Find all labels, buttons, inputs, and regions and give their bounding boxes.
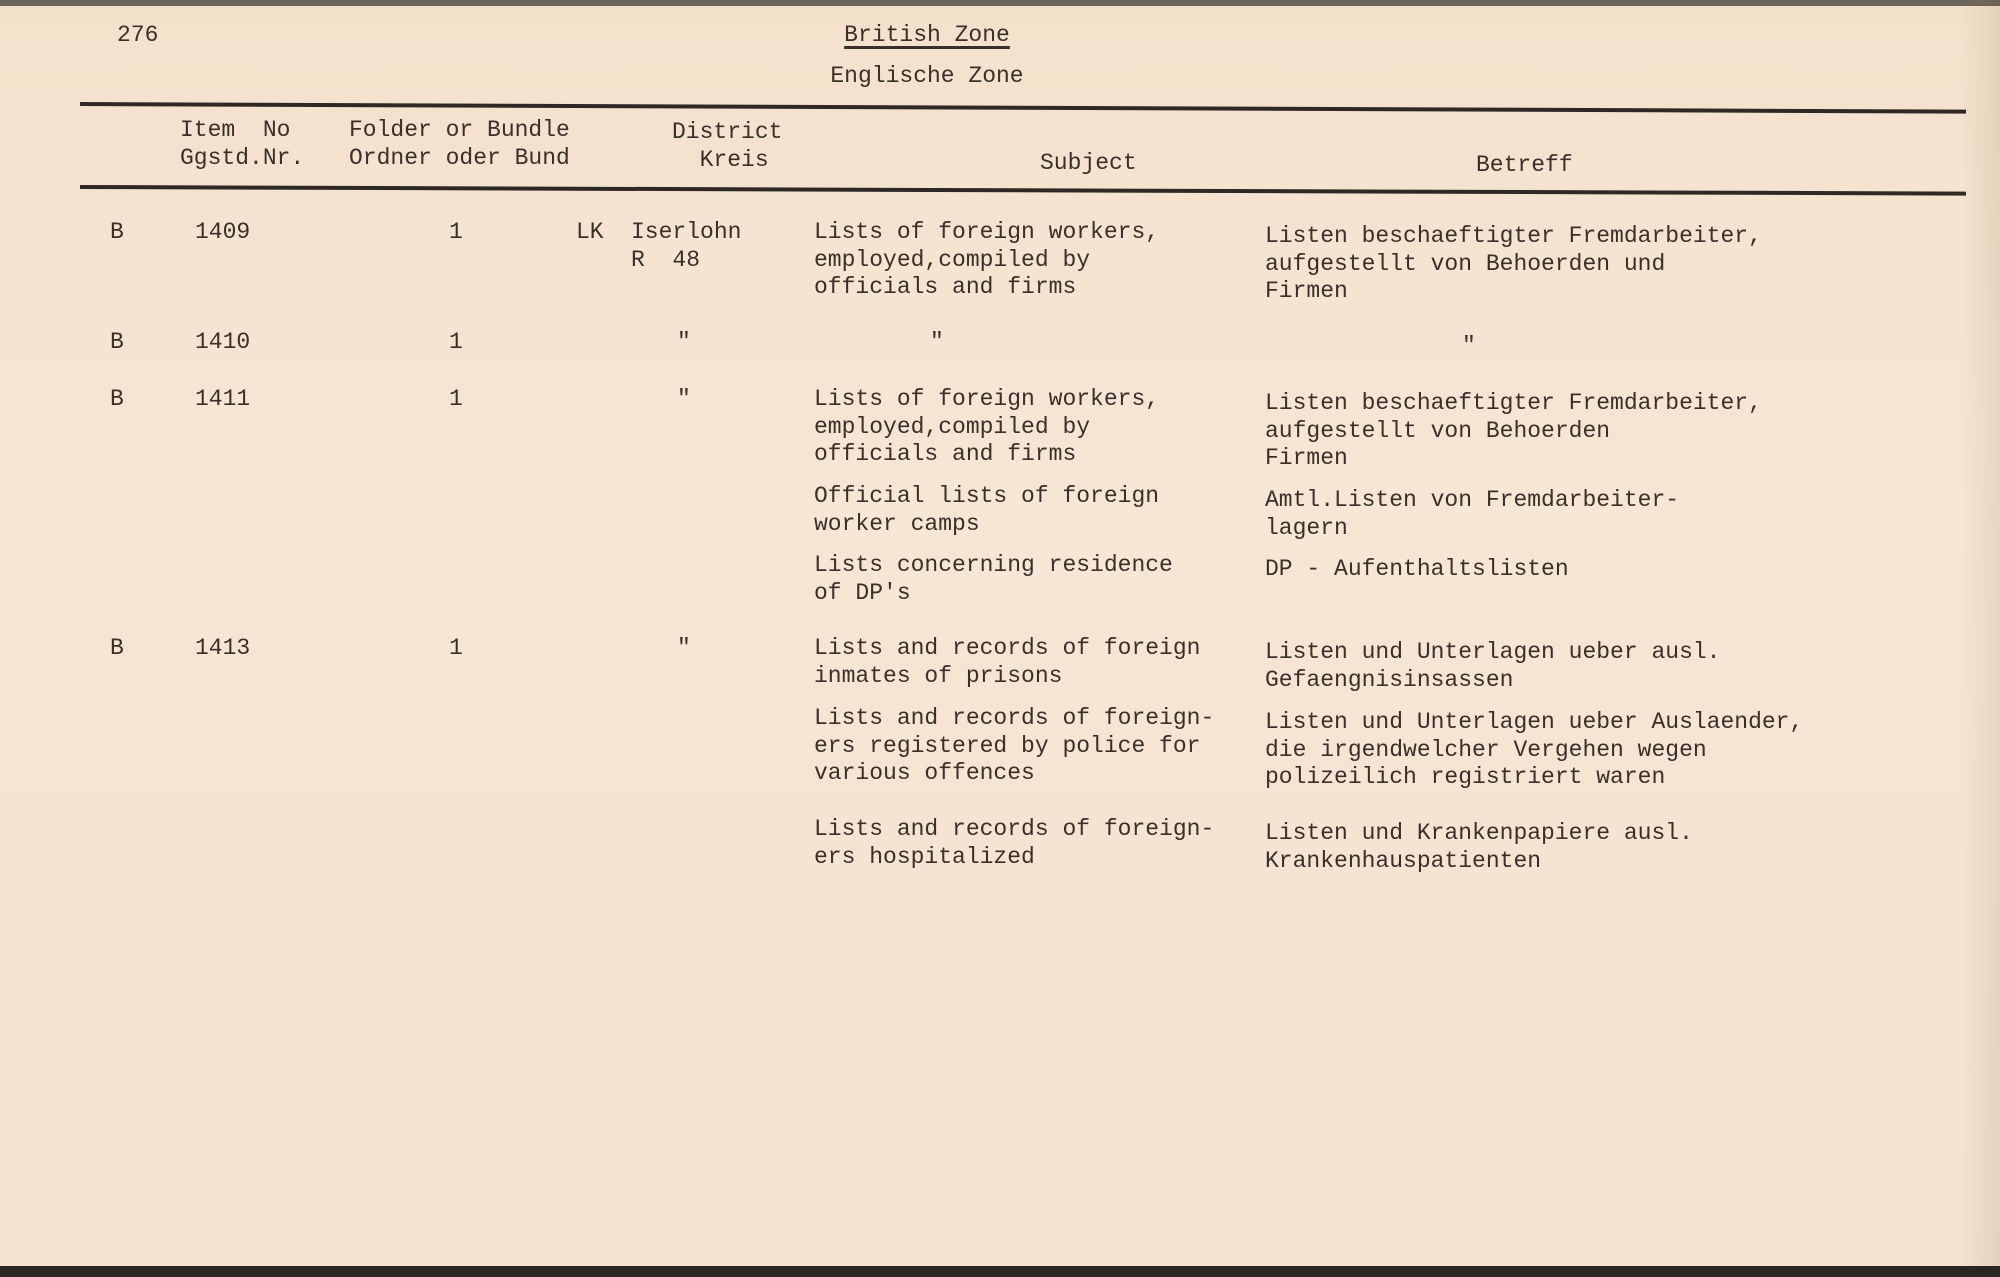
district: "	[677, 386, 691, 412]
subject-entry: Lists concerning residence of DP's	[814, 552, 1173, 606]
folder-count: 1	[449, 386, 463, 412]
folder-count: 1	[449, 219, 463, 245]
scan-top-edge	[0, 0, 2000, 6]
page-subtitle: Englische Zone	[830, 63, 1024, 89]
subject-entry: Lists of foreign workers, employed,compiled by officials and firms	[814, 386, 1160, 467]
row-prefix: B	[110, 219, 124, 245]
subject-entry: Lists and records of foreign inmates of prisons	[814, 635, 1201, 689]
header-district: District Kreis	[672, 119, 783, 173]
betreff-entry: Listen und Unterlagen ueber ausl. Gefaengnisinsassen	[1265, 639, 1721, 693]
header-betreff: Betreff	[1476, 152, 1573, 178]
folder-count: 1	[449, 635, 463, 661]
district: "	[677, 329, 691, 355]
subject-entry: "	[930, 329, 944, 355]
betreff-entry: "	[1462, 333, 1476, 359]
folder-count: 1	[449, 329, 463, 355]
subject-entry: Lists and records of foreign- ers registered by police for various offences	[814, 705, 1215, 786]
header-bottom-rule	[80, 185, 1966, 196]
betreff-entry: Listen und Krankenpapiere ausl. Krankenhauspatienten	[1265, 820, 1693, 874]
header-folder: Folder or Bundle Ordner oder Bund	[349, 117, 570, 171]
subject-entry: Lists of foreign workers, employed,compiled by officials and firms	[814, 219, 1160, 300]
subject-entry: Lists and records of foreign- ers hospitalized	[814, 816, 1215, 870]
betreff-entry: DP - Aufenthaltslisten	[1265, 556, 1569, 582]
item-number: 1409	[195, 219, 251, 245]
betreff-entry: Listen beschaeftigter Fremdarbeiter, aufgestellt von Behoerden und Firmen	[1265, 223, 1762, 304]
betreff-entry: Listen beschaeftigter Fremdarbeiter, aufgestellt von Behoerden Firmen	[1265, 390, 1762, 471]
betreff-entry: Listen und Unterlagen ueber Auslaender, die irgendwelcher Vergehen wegen polizeilich registriert waren	[1265, 709, 1804, 790]
row-prefix: B	[110, 635, 124, 661]
row-prefix: B	[110, 329, 124, 355]
page-number: 276	[117, 22, 159, 48]
header-top-rule	[80, 102, 1966, 114]
item-number: 1413	[195, 635, 251, 661]
district: Iserlohn R 48	[631, 219, 742, 273]
header-subject: Subject	[1040, 150, 1137, 176]
item-number: 1411	[195, 386, 251, 412]
scan-bottom-edge	[0, 1266, 2000, 1277]
betreff-entry: Amtl.Listen von Fremdarbeiter- lagern	[1265, 487, 1680, 541]
row-prefix: B	[110, 386, 124, 412]
subject-entry: Official lists of foreign worker camps	[814, 483, 1160, 537]
district-type: LK	[576, 219, 604, 245]
header-item-no: Item No Ggstd.Nr.	[180, 117, 305, 171]
item-number: 1410	[195, 329, 251, 355]
district: "	[677, 635, 691, 661]
page-title: British Zone	[844, 22, 1010, 48]
page-edge-shadow	[1960, 0, 2000, 1277]
